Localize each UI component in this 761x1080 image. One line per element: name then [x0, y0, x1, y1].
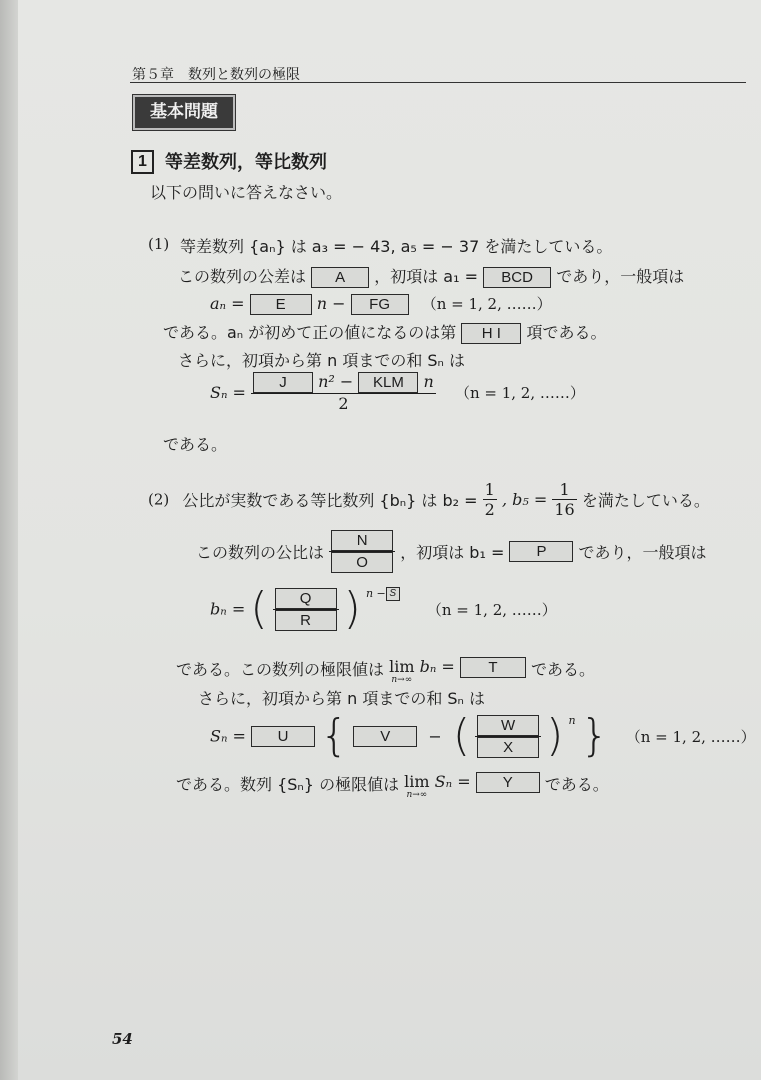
answer-box-S[interactable]: S	[386, 587, 400, 601]
part1-line4	[163, 320, 606, 344]
close-paren: )	[343, 583, 361, 634]
fraction-one-sixteenth	[552, 480, 576, 519]
part1-label: (1)	[148, 235, 170, 253]
answer-box-R[interactable]: R	[275, 610, 337, 631]
numerator	[475, 715, 541, 736]
answer-box-X[interactable]: X	[477, 737, 539, 758]
text: である。	[531, 660, 596, 679]
part1-line5: さらに，初項から第 n 項までの和 Sₙ は	[178, 351, 466, 370]
numerator	[329, 530, 395, 551]
exponent	[366, 587, 400, 600]
exponent: n	[568, 714, 576, 727]
answer-box-N[interactable]: N	[331, 530, 393, 551]
answer-box-P[interactable]: P	[509, 541, 573, 562]
text: bₙ =	[419, 657, 455, 676]
limit-operator	[404, 772, 429, 800]
answer-box-A[interactable]: A	[311, 267, 369, 288]
problem-title: 等差数列，等比数列	[165, 152, 327, 173]
answer-box-BCD[interactable]: BCD	[483, 267, 551, 288]
text: である。この数列の極限値は	[176, 660, 385, 679]
part1-sum-formula	[210, 372, 585, 422]
fraction-numerator	[251, 372, 436, 393]
text: であり，一般項は	[578, 543, 707, 562]
lim-subscript: n→∞	[406, 790, 428, 800]
answer-box-T[interactable]: T	[460, 657, 526, 678]
denominator	[329, 552, 395, 573]
part2-sum-formula	[210, 710, 756, 768]
page-number: 54	[112, 1030, 133, 1048]
text: を満たしている。	[581, 491, 710, 510]
fraction-denominator: 2	[338, 394, 349, 413]
answer-box-HI[interactable]: H I	[461, 323, 521, 344]
answer-box-J[interactable]: J	[253, 372, 313, 393]
part2-line2	[196, 530, 707, 582]
text: （n = 1, 2, ……）	[625, 727, 756, 746]
text: 公比が実数である等比数列 {bₙ} は b₂ =	[182, 491, 478, 510]
part2-intro	[148, 480, 710, 524]
text: （n = 1, 2, ……）	[426, 600, 557, 619]
part2-sum-limit-line	[176, 772, 609, 804]
sum-fraction	[251, 372, 436, 413]
chapter-header: 第５章 数列と数列の極限	[132, 67, 300, 83]
text: Sₙ =	[434, 772, 471, 791]
denominator	[273, 610, 339, 631]
answer-box-E[interactable]: E	[250, 294, 312, 315]
part2-limit-line	[176, 657, 595, 689]
part2-general-term	[210, 583, 557, 639]
problem-number: 1	[131, 150, 154, 174]
book-spine-shadow	[0, 0, 18, 1080]
part1-line3	[210, 293, 552, 315]
textbook-page	[18, 0, 761, 1080]
text: である。	[544, 775, 609, 794]
text: （n = 1, 2, ……）	[421, 295, 552, 313]
text: Sₙ =	[210, 383, 246, 402]
fraction-one-half	[483, 480, 497, 519]
answer-box-Y[interactable]: Y	[476, 772, 540, 793]
base-fraction	[273, 588, 339, 631]
text: ，初項は b₁ =	[400, 543, 505, 562]
part1-line2	[178, 264, 684, 288]
text: 項である。	[526, 323, 607, 342]
open-brace: {	[320, 710, 349, 761]
text: であり，一般項は	[556, 267, 685, 286]
text: Sₙ =	[210, 726, 246, 746]
lim-subscript: n→∞	[391, 675, 413, 685]
answer-box-W[interactable]: W	[477, 715, 539, 736]
header-rule	[130, 82, 746, 83]
lim-text: lim	[389, 657, 415, 676]
answer-box-Q[interactable]: Q	[275, 588, 337, 609]
answer-box-O[interactable]: O	[331, 552, 393, 573]
text: n² −	[318, 372, 354, 391]
text: , b₅ =	[501, 490, 548, 509]
text: −	[428, 726, 442, 746]
part2-line5: さらに，初項から第 n 項までの和 Sₙ は	[198, 689, 486, 708]
text: この数列の公比は	[196, 543, 325, 562]
part1-line7: である。	[163, 435, 228, 454]
text: bₙ =	[210, 599, 246, 619]
part1-intro: 等差数列 {aₙ} は a₃ = − 43, a₅ = − 37 を満たしている。	[180, 237, 613, 256]
numerator: 1	[484, 480, 495, 499]
text: である。数列 {Sₙ} の極限値は	[176, 775, 400, 794]
problem-instruction: 以下の問いに答えなさい。	[150, 183, 343, 202]
text: である。aₙ が初めて正の値になるのは第	[163, 323, 457, 342]
text: aₙ =	[210, 294, 245, 313]
open-paren: (	[250, 583, 268, 634]
answer-box-V[interactable]: V	[353, 726, 417, 747]
answer-box-FG[interactable]: FG	[351, 294, 409, 315]
ratio-fraction	[475, 715, 541, 758]
denominator: 2	[484, 500, 495, 519]
text: （n = 1, 2, ……）	[454, 384, 585, 402]
text: この数列の公差は	[178, 267, 307, 286]
part2-label: (2)	[148, 490, 170, 509]
ratio-fraction	[329, 530, 395, 573]
numerator	[273, 588, 339, 609]
lim-text: lim	[404, 772, 430, 791]
text: n	[423, 372, 434, 391]
close-paren: )	[546, 710, 564, 761]
text: ，初項は a₁ =	[374, 267, 479, 286]
limit-operator	[389, 657, 414, 685]
denominator	[475, 737, 541, 758]
text: n −	[365, 587, 386, 600]
section-badge: 基本問題	[133, 95, 235, 130]
close-brace: }	[580, 710, 609, 761]
open-paren: (	[452, 710, 470, 761]
numerator: 1	[559, 480, 570, 499]
text: n −	[316, 294, 346, 313]
denominator: 16	[554, 500, 575, 519]
answer-box-U[interactable]: U	[251, 726, 315, 747]
answer-box-KLM[interactable]: KLM	[358, 372, 418, 393]
